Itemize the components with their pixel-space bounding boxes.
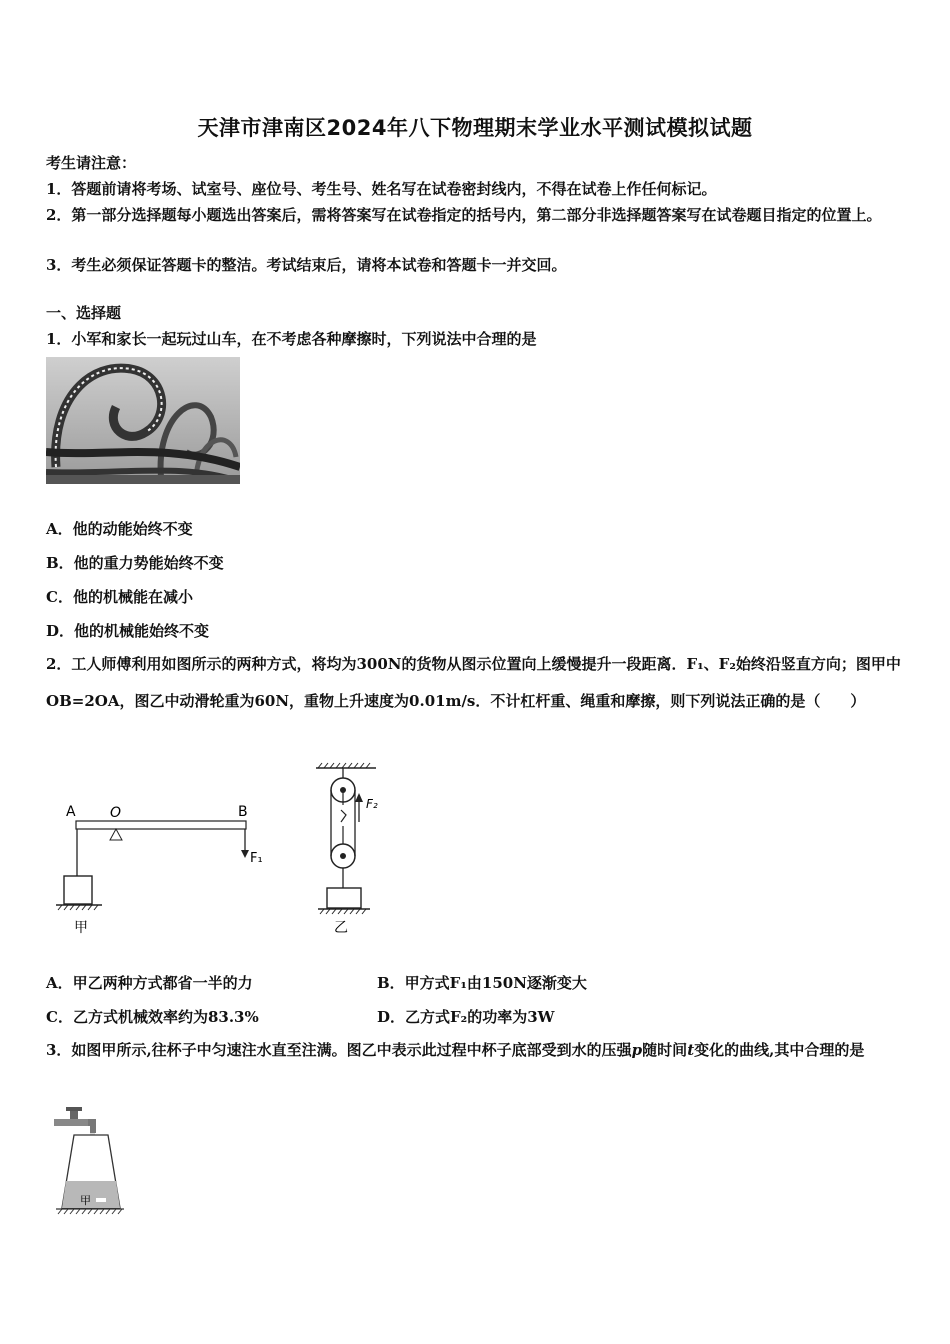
- q3-fig-label-jia: 甲: [80, 1194, 91, 1207]
- lever-diagram: [52, 800, 282, 940]
- q1-option-a: A．他的动能始终不变: [46, 520, 193, 538]
- q1-option-c: C．他的机械能在减小: [46, 588, 193, 606]
- label-yi: 乙: [334, 920, 348, 936]
- cup-faucet-diagram: [50, 1105, 130, 1217]
- notice-item-3: 3．考生必须保证答题卡的整洁。考试结束后，请将本试卷和答题卡一并交回。: [46, 256, 567, 274]
- q3-symbol-p: p: [631, 1041, 643, 1059]
- q2-stem: 2．工人师傅利用如图所示的两种方式，将均为300N的货物从图示位置向上缓慢提升一段距离．F₁、F₂始终沿竖直方向；图甲中OB=2OA，图乙中动滑轮重为60N，重物上升速度为0.01m/s．不计杠杆重、绳重和摩擦，则下列说法正确的是（ ）: [46, 655, 901, 710]
- pulley-diagram: [312, 760, 402, 940]
- label-f2: F₂: [366, 797, 378, 811]
- notice-heading: 考生请注意：: [46, 154, 137, 172]
- q1-stem: 1．小军和家长一起玩过山车，在不考虑各种摩擦时，下列说法中合理的是: [46, 330, 537, 348]
- q3-stem-part-1: 3．如图甲所示,往杯子中匀速注水直至注满。图乙中表示此过程中杯子底部受到水的压强: [46, 1041, 632, 1059]
- label-b: B: [238, 804, 248, 820]
- q2-option-a: A．甲乙两种方式都省一半的力: [46, 974, 253, 992]
- notice-item-2: 2．第一部分选择题每小题选出答案后，需将答案写在试卷指定的括号内，第二部分非选择题答案写在试卷题目指定的位置上。: [46, 206, 882, 224]
- label-o: O: [110, 805, 122, 821]
- label-jia: 甲: [74, 920, 88, 936]
- q2-option-b: B．甲方式F₁由150N逐渐变大: [377, 974, 587, 992]
- label-f1: F₁: [250, 851, 263, 866]
- q2-option-d: D．乙方式F₂的功率为3W: [377, 1008, 555, 1026]
- section-heading: 一、选择题: [46, 304, 122, 322]
- label-a: A: [66, 804, 76, 820]
- q3-stem-part-2: 随时间: [642, 1041, 688, 1059]
- q3-stem: [46, 1032, 908, 1069]
- q1-option-b: B．他的重力势能始终不变: [46, 554, 224, 572]
- q1-option-d: D．他的机械能始终不变: [46, 622, 210, 640]
- page-title: 天津市津南区2024年八下物理期末学业水平测试模拟试题: [197, 116, 753, 140]
- q2-option-c: C．乙方式机械效率约为83.3%: [46, 1008, 259, 1026]
- roller-coaster-image: [46, 357, 240, 484]
- q3-stem-part-3: 变化的曲线,其中合理的是: [694, 1041, 865, 1059]
- q3-symbol-t: t: [687, 1041, 695, 1059]
- notice-item-1: 1．答题前请将考场、试室号、座位号、考生号、姓名写在试卷密封线内，不得在试卷上作任何标记。: [46, 180, 717, 198]
